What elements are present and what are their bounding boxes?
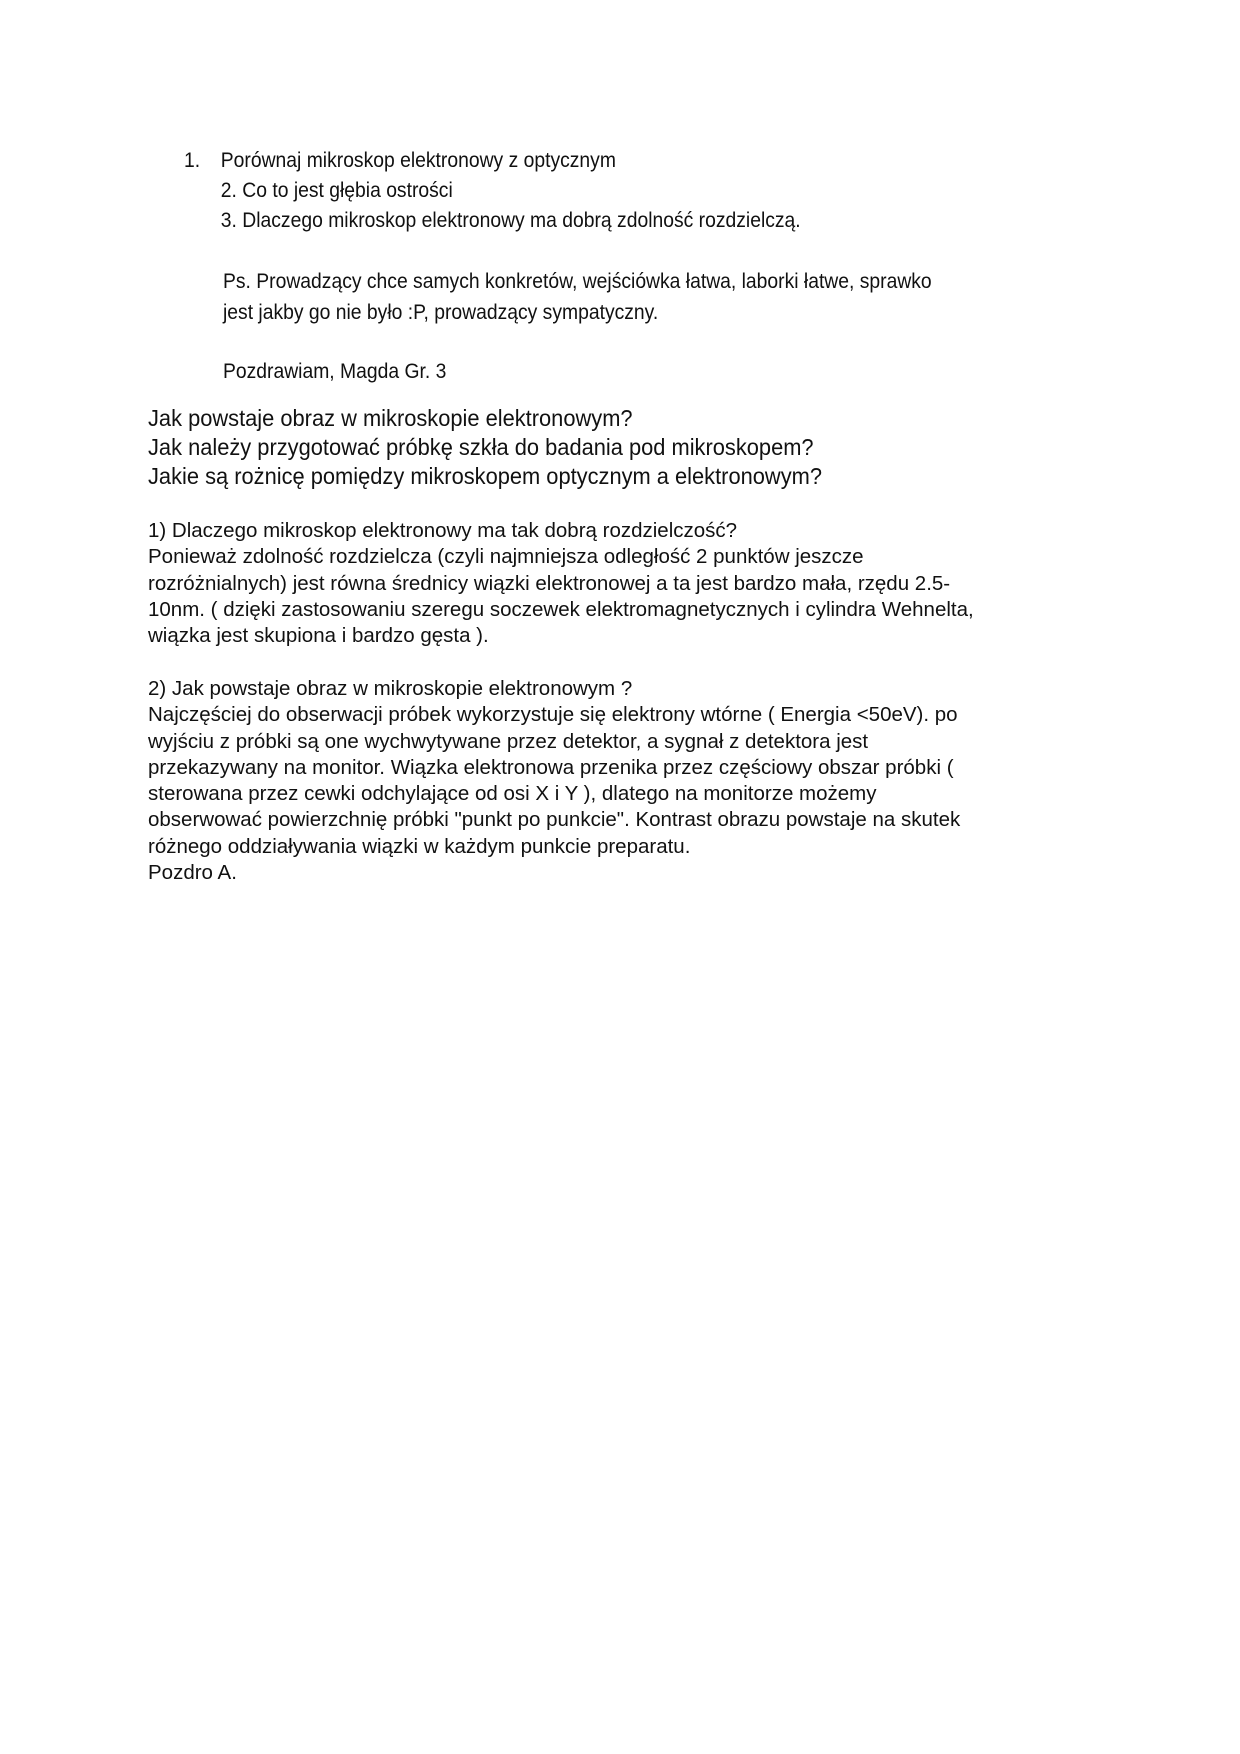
answer-resolution — [148, 518, 974, 649]
list-item-text: Porównaj mikroskop elektronowy z optycznym — [220, 149, 616, 172]
answer-line: obserwować powierzchnię próbki "punkt po punkcie". Kontrast obrazu powstaje na skutek — [148, 808, 961, 832]
answer-heading: 1) Dlaczego mikroskop elektronowy ma tak dobrą rozdzielczość? — [148, 519, 738, 542]
answer-heading: 2) Jak powstaje obraz w mikroskopie elektronowym ? — [148, 677, 633, 700]
answer-line: wiązka jest skupiona i bardzo gęsta ). — [148, 624, 489, 648]
question: Jak należy przygotować próbkę szkła do badania pod mikroskopem? — [148, 434, 814, 460]
numbered-list — [184, 146, 801, 236]
questions-list — [148, 404, 822, 491]
greeting-signature: Pozdrawiam, Magda Gr. 3 — [223, 360, 447, 383]
ps-line: jest jakby go nie było :P, prowadzący sympatyczny. — [223, 301, 659, 324]
list-item: 2. Co to jest głębia ostrości — [220, 179, 453, 202]
answer-signature: Pozdro A. — [148, 861, 237, 885]
answer-line: Najczęściej do obserwacji próbek wykorzystuje się elektrony wtórne ( Energia <50eV). po — [148, 703, 958, 727]
answer-line: przekazywany na monitor. Wiązka elektronowa przenika przez częściowy obszar próbki ( — [148, 755, 954, 779]
question: Jak powstaje obraz w mikroskopie elektronowym? — [148, 405, 633, 431]
list-item — [184, 146, 801, 176]
answer-line: 10nm. ( dzięki zastosowaniu szeregu soczewek elektromagnetycznych i cylindra Wehnelta, — [148, 597, 974, 621]
answer-line: różnego oddziaływania wiązki w każdym punkcie preparatu. — [148, 834, 691, 858]
ps-line: Ps. Prowadzący chce samych konkretów, wejściówka łatwa, laborki łatwe, sprawko — [223, 270, 932, 293]
question: Jakie są rożnicę pomiędzy mikroskopem optycznym a elektronowym? — [148, 463, 822, 489]
list-item: 3. Dlaczego mikroskop elektronowy ma dobrą zdolność rozdzielczą. — [220, 209, 801, 232]
answer-image-formation — [148, 676, 960, 886]
list-item-number: 1. — [184, 149, 201, 172]
answer-line: rozróżnialnych) jest równa średnicy wiązki elektronowej a ta jest bardzo mała, rzędu 2.5- — [148, 571, 951, 595]
answer-line: Ponieważ zdolność rozdzielcza (czyli najmniejsza odległość 2 punktów jeszcze — [148, 545, 864, 569]
ps-note — [223, 266, 1033, 328]
answer-line: wyjściu z próbki są one wychwytywane przez detektor, a sygnał z detektora jest — [148, 729, 869, 753]
answer-line: sterowana przez cewki odchylające od osi X i Y ), dlatego na monitorze możemy — [148, 782, 877, 806]
